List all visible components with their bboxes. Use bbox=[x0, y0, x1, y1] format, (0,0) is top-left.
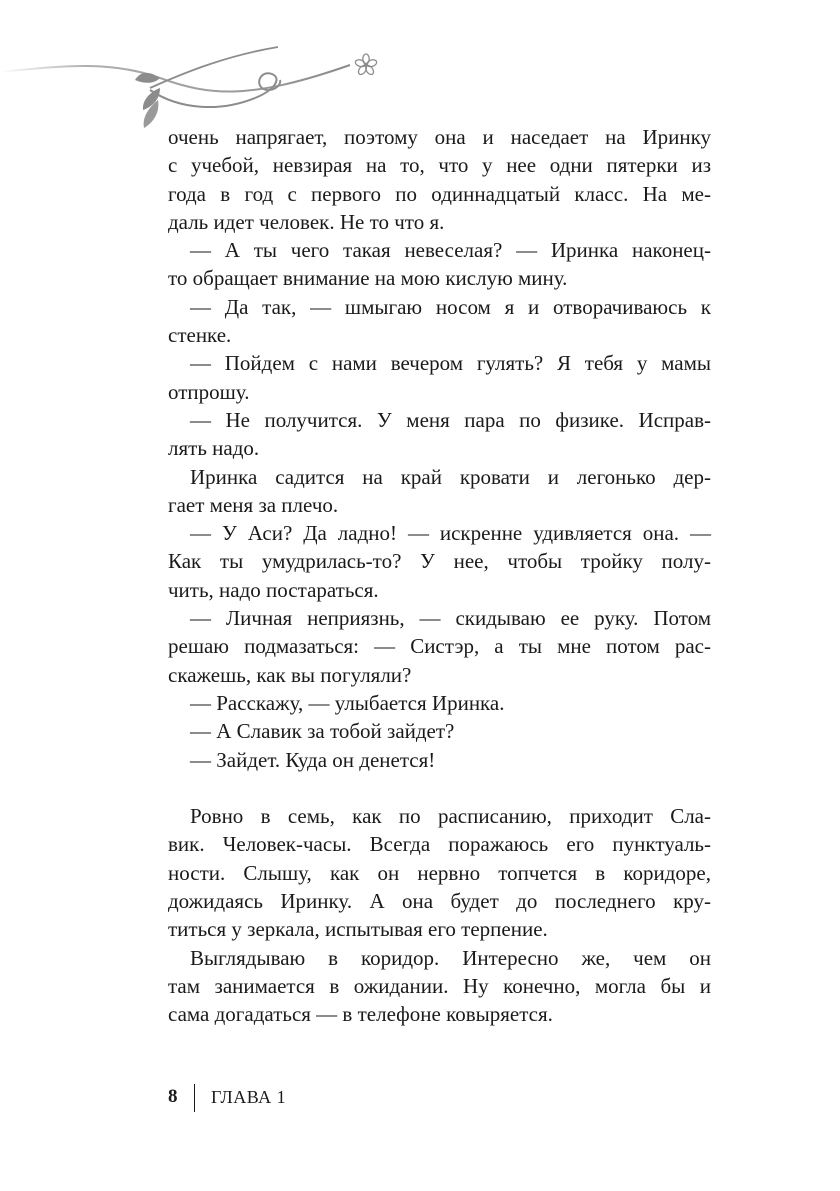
text-line: сама догадаться — в телефоне ковыряется. bbox=[168, 1002, 553, 1027]
text-line: Как ты умудрилась-то? У нее, чтобы тройку полу- bbox=[168, 549, 711, 574]
footer-divider bbox=[194, 1084, 195, 1112]
text-line: стенке. bbox=[168, 323, 232, 348]
text-line: даль идет человек. Не то что я. bbox=[168, 209, 445, 234]
text-line: Иринка садится на край кровати и легонько дер- bbox=[190, 464, 711, 489]
text-line: скажешь, как вы погуляли? bbox=[168, 662, 412, 687]
text-line: то обращает внимание на мою кислую мину. bbox=[168, 266, 568, 291]
text-line: чить, надо постараться. bbox=[168, 577, 379, 602]
paragraph-gap bbox=[168, 774, 711, 802]
text-line: Выглядываю в коридор. Интересно же, чем он bbox=[190, 945, 711, 970]
text-line: титься у зеркала, испытывая его терпение. bbox=[168, 917, 548, 942]
text-line: — А ты чего такая невеселая? — Иринка наконец- bbox=[190, 238, 711, 263]
text-line: очень напрягает, поэтому она и наседает на Иринку bbox=[168, 125, 711, 149]
text-line: решаю подмазаться: — Систэр, а ты мне потом рас- bbox=[168, 634, 711, 659]
text-line: — Личная неприязнь, — скидываю ее руку. Потом bbox=[190, 606, 711, 631]
text-line: — А Славик за тобой зайдет? bbox=[190, 719, 455, 744]
text-line: Ровно в семь, как по расписанию, приходит Сла- bbox=[190, 804, 711, 829]
text-line: — Зайдет. Куда он денется! bbox=[190, 747, 436, 772]
text-line: вик. Человек-часы. Всегда поражаюсь его пунктуаль- bbox=[168, 832, 711, 857]
text-line: с учебой, невзирая на то, что у нее одни пятерки из bbox=[168, 153, 711, 178]
text-line: там занимается в ожидании. Ну конечно, могла бы и bbox=[168, 973, 711, 998]
text-line: гает меня за плечо. bbox=[168, 492, 339, 517]
text-line: — Да так, — шмыгаю носом я и отворачиваюсь к bbox=[190, 294, 711, 319]
text-line: отпрошу. bbox=[168, 379, 250, 404]
text-line: лять надо. bbox=[168, 436, 260, 461]
text-line: ности. Слышу, как он нервно топчется в коридоре, bbox=[168, 860, 711, 885]
text-line: года в год с первого по одиннадцатый класс. На ме- bbox=[168, 181, 711, 206]
body-text bbox=[168, 123, 711, 1029]
text-line: — У Аси? Да ладно! — искренне удивляется она. — bbox=[190, 521, 711, 546]
text-line: дожидаясь Иринку. А она будет до последнего кру- bbox=[168, 889, 711, 914]
page-number: 8 bbox=[168, 1086, 178, 1107]
text-line: — Пойдем с нами вечером гулять? Я тебя у мамы bbox=[190, 351, 711, 376]
text-line: — Не получится. У меня пара по физике. Исправ- bbox=[190, 407, 711, 432]
chapter-label: ГЛАВА 1 bbox=[211, 1087, 287, 1107]
page-footer bbox=[0, 1082, 840, 1112]
text-line: — Расскажу, — улыбается Иринка. bbox=[190, 690, 505, 715]
